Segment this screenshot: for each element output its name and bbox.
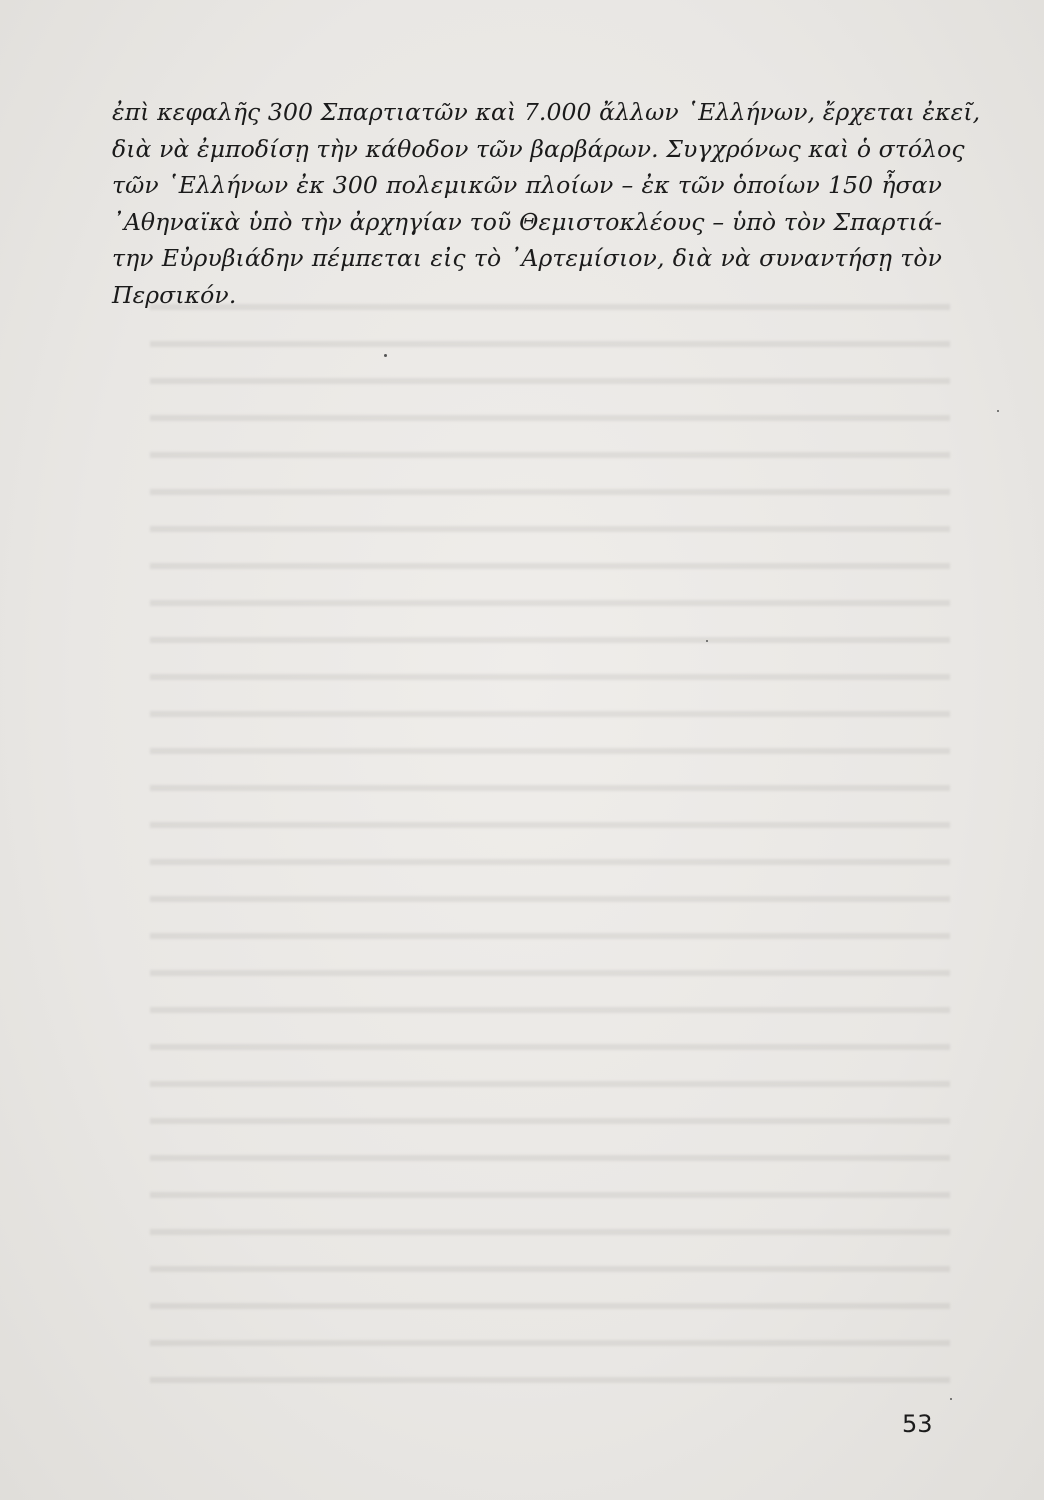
page-number: 53 [902,1410,933,1438]
body-text [112,94,981,314]
dust-speck [384,354,387,357]
text-line: ᾿Αθηναϊκὰ ὑπὸ τὴν ἀρχηγίαν τοῦ Θεμιστοκλέους – ὑπὸ τὸν Σπαρτιά- [112,207,942,236]
bleed-through-texture [150,290,950,1410]
dust-speck [997,410,999,412]
dust-speck [950,1398,952,1400]
text-line: τῶν ῾Ελλήνων ἐκ 300 πολεμικῶν πλοίων – ἐκ τῶν ὁποίων 150 ἦσαν [112,171,942,200]
dust-speck [706,640,708,642]
text-line: διὰ νὰ ἐμποδίσῃ τὴν κάθοδον τῶν βαρβάρων. Συγχρόνως καὶ ὁ στόλος [112,134,965,163]
text-line: την Εὐρυβιάδην πέμπεται εἰς τὸ ᾿Αρτεμίσιον, διὰ νὰ συναντήσῃ τὸν [112,244,942,273]
text-line: Περσικόν. [112,280,237,309]
text-line: ἐπὶ κεφαλῆς 300 Σπαρτιατῶν καὶ 7.000 ἄλλων ῾Ελλήνων, ἔρχεται ἐκεῖ, [112,98,981,126]
